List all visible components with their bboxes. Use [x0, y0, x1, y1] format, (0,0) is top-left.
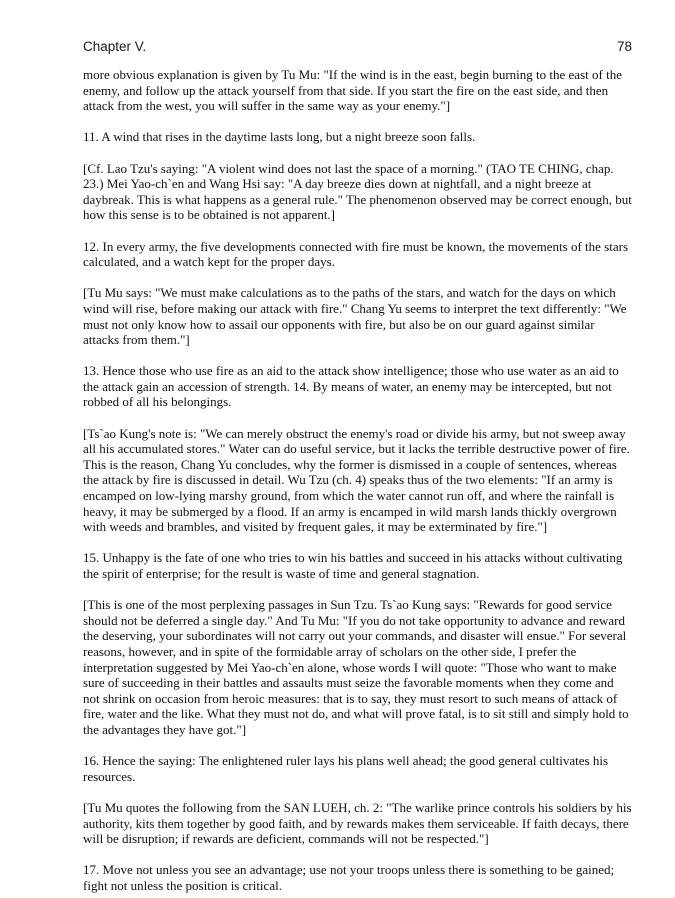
- page-body-text: [83, 67, 632, 898]
- paragraph: 17. Move not unless you see an advantage; use not your troops unless there is something to be gained; fight not unless the position is critical.: [83, 862, 615, 893]
- paragraph: [Tu Mu says: "We must make calculations as to the paths of the stars, and watch for the days on which wind will rise, before making our attack with fire." Chang Yu seems to interpret the text differently: "We must not only know how to assail our opponents with fire, but also be on our guard against similar attacks from them."]: [83, 285, 627, 348]
- paragraph: 11. A wind that rises in the daytime lasts long, but a night breeze soon falls.: [83, 129, 476, 145]
- paragraph: [Cf. Lao Tzu's saying: "A violent wind does not last the space of a morning." (TAO TE CHING, chap. 23.) Mei Yao-ch`en and Wang Hsi say: "A day breeze dies down at nightfall, and a night breeze at daybreak. This is what happens as a general rule." The phenomenon observed may be correct enough, but how this sense is to be obtained is not apparent.]: [83, 160, 632, 223]
- paragraph: more obvious explanation is given by Tu Mu: "If the wind is in the east, begin burning to the east of the enemy, and follow up the attack yourself from that side. If you start the fire on the east side, and then attack from the west, you will suffer in the same way as your enemy."]: [83, 67, 622, 114]
- paragraph: [This is one of the most perplexing passages in Sun Tzu. Ts`ao Kung says: "Rewards for good service should not be deferred a single day." And Tu Mu: "If you do not take opportunity to advance and reward the deserving, your subordinates will not carry out your commands, and disaster will ensue." For several reasons, however, and in spite of the formidable array of scholars on the other side, I prefer the interpretation suggested by Mei Yao-ch`en alone, whose words I will quote: "Those who want to make sure of succeeding in their battles and assaults must seize the favorable moments when they come and not shrink on occasion from heroic measures: that is to say, they must resort to such means of attack of fire, water and the like. What they must not do, and what will prove fatal, is to sit still and simply hold to the advantages they have got."]: [83, 597, 629, 737]
- chapter-heading: Chapter V.: [83, 39, 147, 54]
- paragraph: [Ts`ao Kung's note is: "We can merely obstruct the enemy's road or divide his army, but not sweep away all his accumulated stores." Water can do useful service, but it lacks the terrible destructive power of fire. This is the reason, Chang Yu concludes, why the former is dismissed in a couple of sentences, whereas the attack by fire is discussed in detail. Wu Tzu (ch. 4) speaks thus of the two elements: "If an army is encamped on low-lying marshy ground, from which the water cannot run off, and where the rainfall is heavy, it may be submerged by a flood. If an army is encamped in wild marsh lands thickly overgrown with weeds and brambles, and visited by frequent gales, it may be exterminated by fire."]: [83, 425, 630, 535]
- paragraph: 15. Unhappy is the fate of one who tries to win his battles and succeed in his attacks without cultivating the spirit of enterprise; for the result is waste of time and general stagnation.: [83, 550, 623, 581]
- paragraph: 16. Hence the saying: The enlightened ruler lays his plans well ahead; the good general cultivates his resources.: [83, 753, 609, 784]
- paragraph: [Tu Mu quotes the following from the SAN LUEH, ch. 2: "The warlike prince controls his soldiers by his authority, kits them together by good faith, and by rewards makes them serviceable. If faith decays, there will be disruption; if rewards are deficient, commands will not be respected."]: [83, 799, 632, 847]
- paragraph: 12. In every army, the five developments connected with fire must be known, the movements of the stars calculated, and a watch kept for the proper days.: [83, 238, 629, 270]
- paragraph: 13. Hence those who use fire as an aid to the attack show intelligence; those who use water as an aid to the attack gain an accession of strength. 14. By means of water, an enemy may be intercepted, but not robbed of all his belongings.: [83, 363, 619, 410]
- page-number: 78: [616, 39, 632, 54]
- page-header: [83, 39, 632, 54]
